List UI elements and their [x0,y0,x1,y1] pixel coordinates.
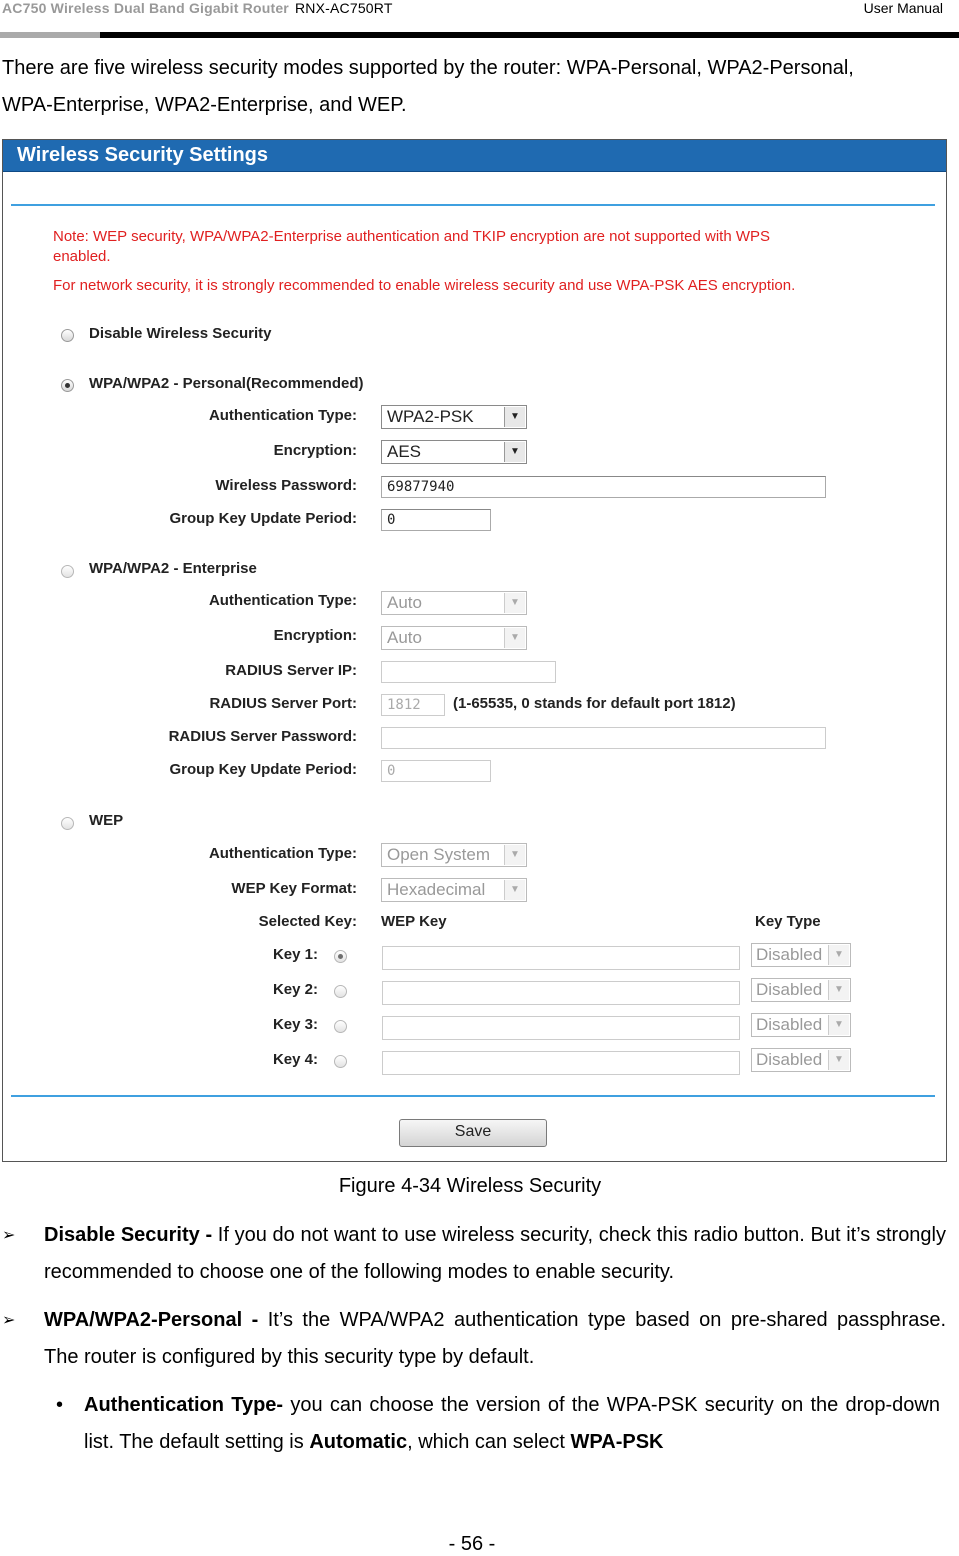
wireless-password-input[interactable]: 69877940 [381,476,826,498]
model-name: RNX-AC750RT [294,0,393,16]
figure-caption: Figure 4-34 Wireless Security [338,1175,602,1197]
enterprise-encryption-value: Auto [387,628,422,647]
chevron-down-icon: ▼ [504,407,525,427]
key-3-label: Key 3: [272,1016,318,1033]
key-4-input[interactable] [382,1051,740,1075]
chevron-down-icon: ▼ [828,980,849,1000]
key-3-type-value: Disabled [756,1015,823,1034]
enterprise-auth-type-select[interactable] [381,591,527,615]
header-rule-gray [0,32,100,38]
bullet-personal-title: WPA/WPA2-Personal - [44,1309,259,1331]
radius-password-label: RADIUS Server Password: [168,728,357,745]
top-divider [11,204,935,206]
intro-line-1: There are five wireless security modes supported by the router: WPA-Personal, WPA2-Personal, [2,57,854,79]
chevron-down-icon: ▼ [828,1015,849,1035]
key-1-type-value: Disabled [756,945,823,964]
enterprise-gkup-input[interactable]: 0 [381,760,491,782]
disable-security-radio[interactable] [61,329,74,342]
sub-bullet-auth-type [56,1387,940,1461]
radius-port-hint: (1-65535, 0 stands for default port 1812) [453,695,736,712]
panel-title: Wireless Security Settings [3,140,946,172]
doc-header-manual: User Manual [863,0,943,16]
key-1-label: Key 1: [272,946,318,963]
bullet-disable-security [2,1217,946,1291]
key-1-input[interactable] [382,946,740,970]
disable-security-label: Disable Wireless Security [89,325,272,342]
selected-key-label: Selected Key: [258,913,357,930]
key-1-type-select[interactable] [751,943,851,967]
key-3-type-select[interactable] [751,1013,851,1037]
note-wps [53,227,770,267]
radius-ip-input[interactable] [381,661,556,683]
arrow-bullet-icon: ➢ [2,1227,16,1244]
wep-radio[interactable] [61,817,74,830]
key-2-input[interactable] [382,981,740,1005]
enterprise-auth-type-label: Authentication Type: [208,592,357,609]
wpa-personal-radio[interactable] [61,379,74,392]
wep-label: WEP [89,812,124,829]
enterprise-auth-type-value: Auto [387,593,422,612]
wep-key-format-label: WEP Key Format: [231,880,357,897]
wep-auth-type-select[interactable] [381,843,527,867]
sub-auth-bold2: WPA-PSK [570,1431,664,1453]
personal-encryption-label: Encryption: [273,442,357,459]
personal-auth-type-select[interactable] [381,405,527,429]
note-wps-line2: enabled. [53,248,111,265]
wireless-security-panel [2,139,947,1162]
chevron-down-icon: ▼ [504,845,525,865]
bullet-disable-text: If you do not want to use wireless security, check this radio button. But it’s strongly recommended to choose one of the following modes to enable security. [44,1224,947,1283]
key-1-radio[interactable] [334,950,347,963]
header-rule-black [100,32,959,38]
bullet-wpa-personal [2,1302,946,1376]
product-name: AC750 Wireless Dual Band Gigabit Router [2,0,289,16]
personal-gkup-input[interactable]: 0 [381,509,491,531]
chevron-down-icon: ▼ [504,593,525,613]
wpa-enterprise-radio[interactable] [61,565,74,578]
key-4-type-select[interactable] [751,1048,851,1072]
intro-paragraph [2,50,952,124]
radius-password-input[interactable] [381,727,826,749]
personal-gkup-label: Group Key Update Period: [169,510,357,527]
wpa-enterprise-label: WPA/WPA2 - Enterprise [89,560,257,577]
save-button[interactable]: Save [399,1119,547,1147]
chevron-down-icon: ▼ [504,628,525,648]
note-wps-line1: Note: WEP security, WPA/WPA2-Enterprise authentication and TKIP encryption are not supported with WPS [53,228,770,245]
wep-key-format-value: Hexadecimal [387,880,486,899]
key-2-radio[interactable] [334,985,347,998]
bottom-divider [11,1095,935,1097]
personal-auth-type-value: WPA2-PSK [387,407,474,426]
arrow-bullet-icon: ➢ [2,1312,16,1329]
page-number: - 56 - [448,1533,496,1555]
personal-encryption-value: AES [387,442,422,461]
radius-port-input[interactable]: 1812 [381,694,445,716]
wep-key-column-header: WEP Key [381,913,447,930]
key-4-radio[interactable] [334,1055,347,1068]
intro-line-2: WPA-Enterprise, WPA2-Enterprise, and WEP. [2,94,407,116]
key-2-type-value: Disabled [756,980,823,999]
enterprise-encryption-label: Encryption: [273,627,357,644]
chevron-down-icon: ▼ [828,1050,849,1070]
doc-header-product [2,0,393,16]
note-recommendation: For network security, it is strongly recommended to enable wireless security and use WPA-PSK AES encryption. [53,277,796,294]
radius-port-label: RADIUS Server Port: [209,695,357,712]
key-2-type-select[interactable] [751,978,851,1002]
chevron-down-icon: ▼ [828,945,849,965]
key-3-radio[interactable] [334,1020,347,1033]
bullet-disable-title: Disable Security - [44,1224,213,1246]
wep-key-format-select[interactable] [381,878,527,902]
enterprise-gkup-label: Group Key Update Period: [169,761,357,778]
chevron-down-icon: ▼ [504,880,525,900]
dot-bullet-icon: • [56,1394,64,1416]
sub-auth-bold: Automatic [309,1431,408,1453]
wireless-password-label: Wireless Password: [215,477,357,494]
sub-auth-title: Authentication Type- [84,1394,284,1416]
key-4-label: Key 4: [272,1051,318,1068]
sub-auth-text2: , which can select [407,1431,571,1453]
enterprise-encryption-select[interactable] [381,626,527,650]
key-3-input[interactable] [382,1016,740,1040]
wep-auth-type-value: Open System [387,845,490,864]
key-type-column-header: Key Type [755,913,821,930]
bullet-personal-body [44,1302,946,1376]
personal-encryption-select[interactable] [381,440,527,464]
personal-auth-type-label: Authentication Type: [208,407,357,424]
bullet-personal-text: It’s the WPA/WPA2 authentication type based on pre-shared passphrase. The router is configured by this security type by default. [44,1309,946,1368]
chevron-down-icon: ▼ [504,442,525,462]
key-2-label: Key 2: [272,981,318,998]
wpa-personal-label: WPA/WPA2 - Personal(Recommended) [89,375,364,392]
key-4-type-value: Disabled [756,1050,823,1069]
wep-auth-type-label: Authentication Type: [208,845,357,862]
sub-auth-text1: you can choose the version of the WPA-PSK security on the drop-down list. The default setting is [84,1394,940,1453]
radius-ip-label: RADIUS Server IP: [225,662,357,679]
bullet-disable-body [44,1217,946,1291]
